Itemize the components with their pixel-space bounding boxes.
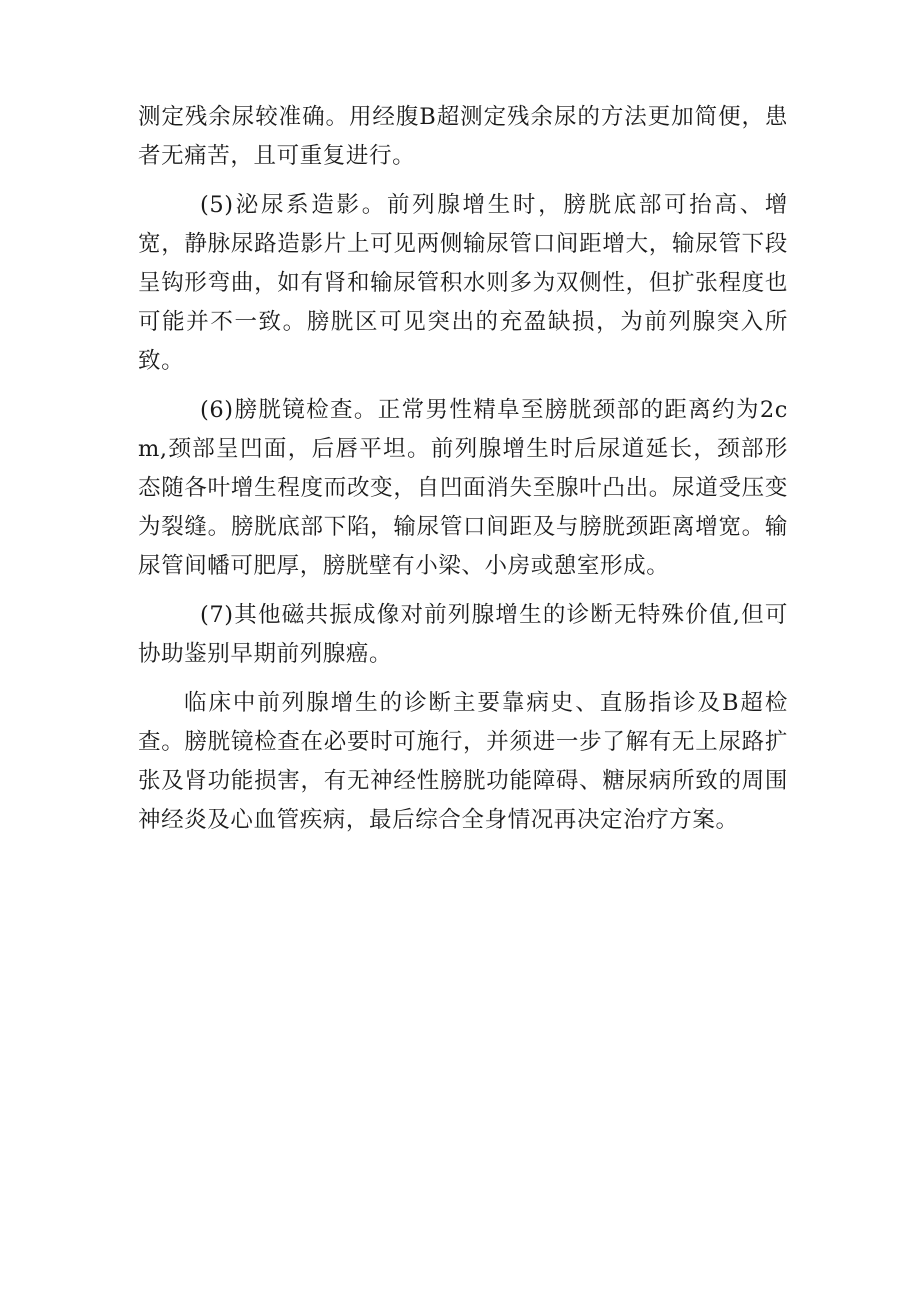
paragraph-urography: (5)泌尿系造影。前列腺增生时，膀胱底部可抬高、增宽，静脉尿路造影片上可见两侧输尿管口间距增大，输尿管下段呈钩形弯曲，如有肾和输尿管积水则多为双侧性，但扩张程度也可能并不一致。膀胱区可见突出的充盈缺损，为前列腺突入所致。 [138,192,788,374]
paragraph-continuation: 测定残余尿较准确。用经腹B超测定残余尿的方法更加简便，患者无痛苦，且可重复进行。 [138,104,788,169]
body-text [138,98,788,850]
paragraph-clinical-summary: 临床中前列腺增生的诊断主要靠病史、直肠指诊及B超检查。膀胱镜检查在必要时可施行，并须进一步了解有无上尿路扩张及肾功能损害，有无神经性膀胱功能障碍、糖尿病所致的周围神经炎及心血管疾病，最后综合全身情况再决定治疗方案。 [138,690,788,833]
paragraph-mri: (7)其他磁共振成像对前列腺增生的诊断无特殊价值,但可协助鉴别早期前列腺癌。 [138,602,788,667]
paragraph-cystoscopy: (6)膀胱镜检查。正常男性精阜至膀胱颈部的距离约为2cm,颈部呈凹面，后唇平坦。前列腺增生时后尿道延长，颈部形态随各叶增生程度而改变，自凹面消失至腺叶凸出。尿道受压变为裂缝。膀胱底部下陷，输尿管口间距及与膀胱颈距离增宽。输尿管间幡可肥厚，膀胱壁有小梁、小房或憩室形成。 [138,397,788,579]
